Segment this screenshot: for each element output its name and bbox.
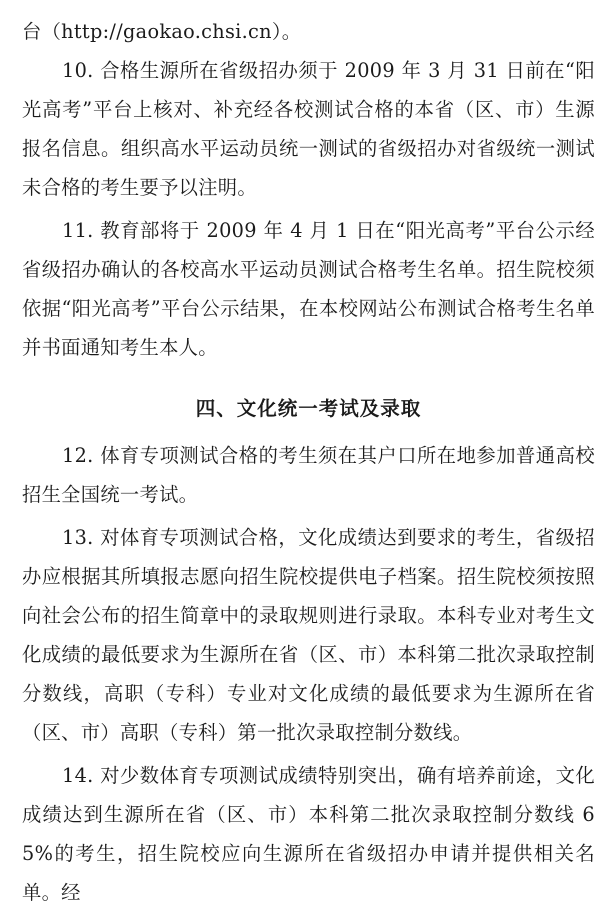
continued-line: 台（http://gaokao.chsi.cn）。	[22, 20, 302, 43]
paragraph-11: 11. 教育部将于 2009 年 4 月 1 日在“阳光高考”平台公示经省级招办确认的各校高水平运动员测试合格考生名单。招生院校须依据“阳光高考”平台公示结果，在本校网站公布测试合格考生名单并书面通知考生本人。	[22, 219, 595, 359]
section-heading: 四、文化统一考试及录取	[195, 397, 422, 420]
paragraph-13: 13. 对体育专项测试合格，文化成绩达到要求的考生，省级招办应根据其所填报志愿向招生院校提供电子档案。招生院校须按照向社会公布的招生简章中的录取规则进行录取。本科专业对考生文化成绩的最低要求为生源所在省（区、市）本科第二批次录取控制分数线，高职（专科）专业对文化成绩的最低要求为生源所在省（区、市）高职（专科）第一批次录取控制分数线。	[22, 526, 595, 744]
paragraph-14: 14. 对少数体育专项测试成绩特别突出，确有培养前途，文化成绩达到生源所在省（区、市）本科第二批次录取控制分数线 65%的考生，招生院校应向生源所在省级招办申请并提供相关名单。经	[22, 764, 595, 904]
paragraph-12: 12. 体育专项测试合格的考生须在其户口所在地参加普通高校招生全国统一考试。	[22, 444, 595, 506]
paragraph-10: 10. 合格生源所在省级招办须于 2009 年 3 月 31 日前在“阳光高考”平台上核对、补充经各校测试合格的本省（区、市）生源报名信息。组织高水平运动员统一测试的省级招办对省级统一测试未合格的考生要予以注明。	[22, 59, 595, 199]
